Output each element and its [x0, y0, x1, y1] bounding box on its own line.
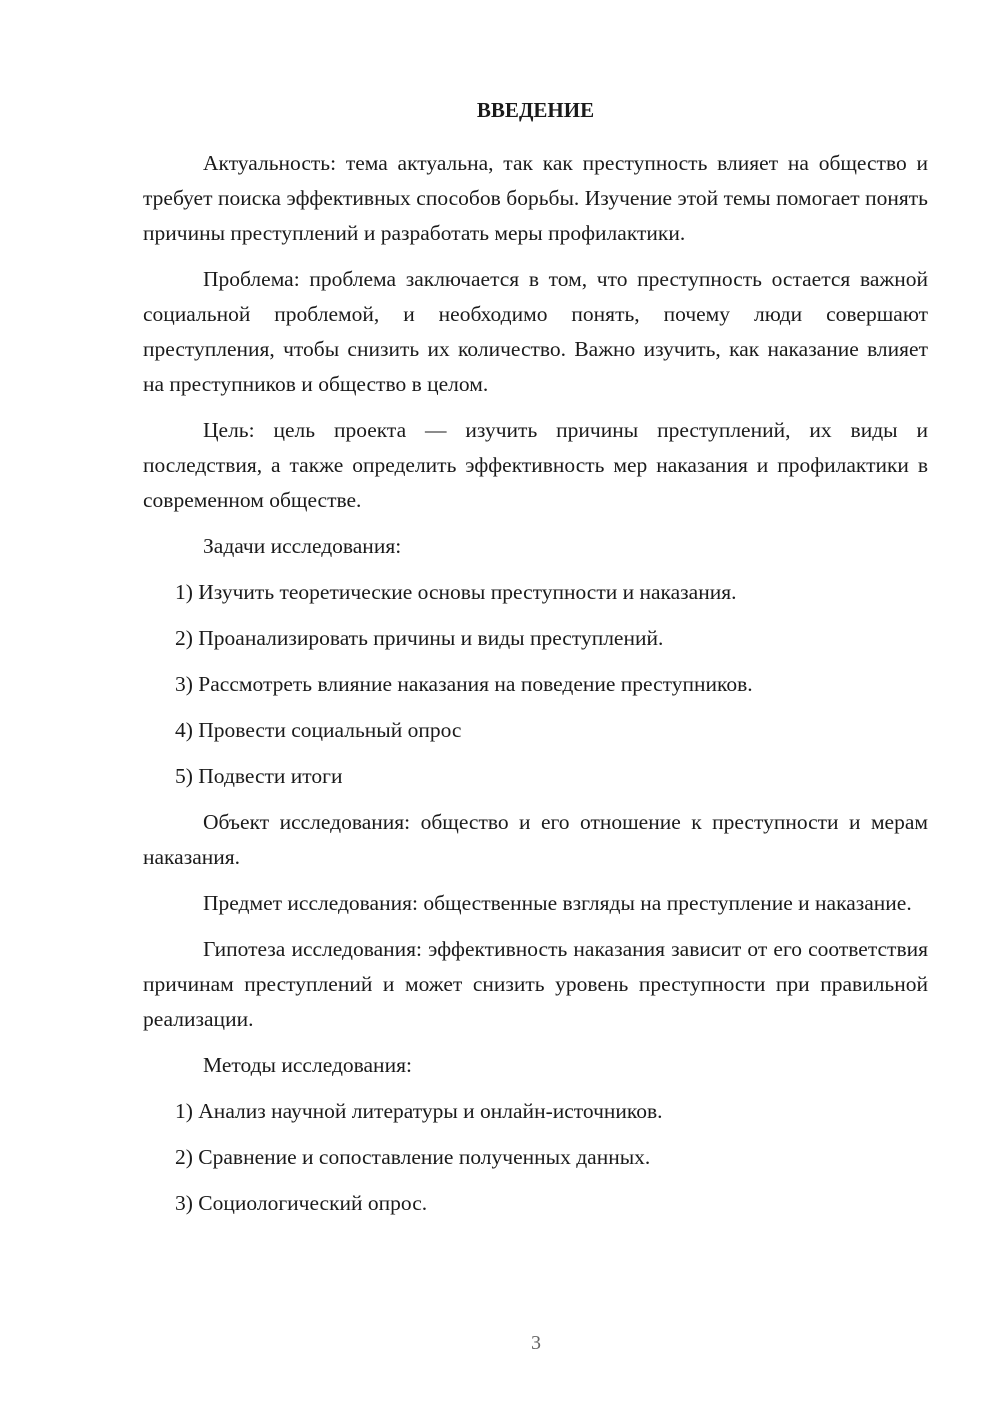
- task-item: 5) Подвести итоги: [175, 764, 343, 788]
- page-number: 3: [531, 1332, 541, 1354]
- tasks-heading: Задачи исследования:: [203, 534, 402, 558]
- method-item: 1) Анализ научной литературы и онлайн-источников.: [175, 1099, 663, 1123]
- task-item: 3) Рассмотреть влияние наказания на поведение преступников.: [175, 672, 753, 696]
- task-item: 4) Провести социальный опрос: [175, 718, 462, 742]
- relevance-paragraph: Актуальность: тема актуальна, так как преступность влияет на общество и требует поиска эффективных способов борьбы. Изучение этой темы помогает понять причины преступлений и разработать меры профилактики.: [143, 151, 928, 245]
- object-paragraph: Объект исследования: общество и его отношение к преступности и мерам наказания.: [143, 810, 928, 869]
- page-title: ВВЕДЕНИЕ: [476, 98, 595, 122]
- method-item: 3) Социологический опрос.: [175, 1191, 428, 1215]
- method-item: 2) Сравнение и сопоставление полученных данных.: [175, 1145, 651, 1169]
- document-page: [143, 92, 928, 1232]
- hypothesis-paragraph: Гипотеза исследования: эффективность наказания зависит от его соответствия причинам преступлений и может снизить уровень преступности при правильной реализации.: [143, 937, 928, 1031]
- goal-paragraph: Цель: цель проекта — изучить причины преступлений, их виды и последствия, а также определить эффективность мер наказания и профилактики в современном обществе.: [143, 418, 928, 512]
- problem-paragraph: Проблема: проблема заключается в том, что преступность остается важной социальной проблемой, и необходимо понять, почему люди совершают преступления, чтобы снизить их количество. Важно изучить, как наказание влияет на преступников и общество в целом.: [143, 267, 928, 396]
- methods-heading: Методы исследования:: [203, 1053, 412, 1077]
- task-item: 2) Проанализировать причины и виды преступлений.: [175, 626, 664, 650]
- subject-paragraph: Предмет исследования: общественные взгляды на преступление и наказание.: [203, 891, 912, 915]
- task-item: 1) Изучить теоретические основы преступности и наказания.: [175, 580, 737, 604]
